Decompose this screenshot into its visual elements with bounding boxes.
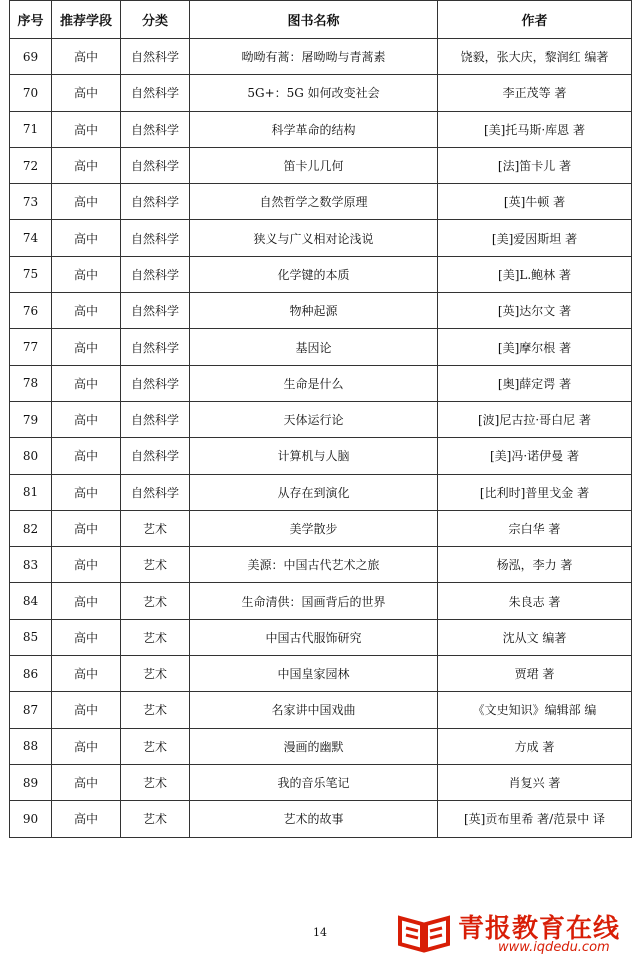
cell-title: 物种起源 [190, 293, 438, 329]
cell-category: 自然科学 [121, 365, 190, 401]
cell-stage: 高中 [52, 256, 121, 292]
watermark-name: 青报教育在线 [458, 914, 621, 944]
table-row [10, 111, 632, 147]
cell-stage: 高中 [52, 583, 121, 619]
cell-author: 方成 著 [438, 728, 632, 764]
cell-author: 饶毅，张大庆，黎润红 编著 [438, 39, 632, 75]
cell-title: 艺术的故事 [190, 801, 438, 837]
table-row [10, 75, 632, 111]
table-row [10, 401, 632, 437]
cell-index: 85 [10, 619, 52, 655]
cell-author: 宗白华 著 [438, 510, 632, 546]
table-row [10, 547, 632, 583]
cell-index: 90 [10, 801, 52, 837]
cell-stage: 高中 [52, 401, 121, 437]
cell-stage: 高中 [52, 111, 121, 147]
watermark-logo [396, 906, 636, 958]
watermark-url: www.iqdedu.com [498, 940, 610, 955]
cell-title: 名家讲中国戏曲 [190, 692, 438, 728]
cell-category: 自然科学 [121, 329, 190, 365]
table-row [10, 583, 632, 619]
cell-title: 中国皇家园林 [190, 656, 438, 692]
cell-title: 呦呦有蒿：屠呦呦与青蒿素 [190, 39, 438, 75]
cell-stage: 高中 [52, 147, 121, 183]
table-row [10, 801, 632, 837]
cell-author: [美]L.鲍林 著 [438, 256, 632, 292]
cell-category: 自然科学 [121, 293, 190, 329]
header-category: 分类 [121, 1, 190, 39]
cell-index: 82 [10, 510, 52, 546]
cell-stage: 高中 [52, 329, 121, 365]
cell-category: 艺术 [121, 656, 190, 692]
cell-category: 自然科学 [121, 184, 190, 220]
cell-category: 艺术 [121, 547, 190, 583]
cell-category: 艺术 [121, 619, 190, 655]
cell-stage: 高中 [52, 619, 121, 655]
cell-category: 自然科学 [121, 220, 190, 256]
table-row [10, 220, 632, 256]
header-stage: 推荐学段 [52, 1, 121, 39]
cell-title: 科学革命的结构 [190, 111, 438, 147]
cell-index: 89 [10, 764, 52, 800]
table-row [10, 365, 632, 401]
table-header-row [10, 1, 632, 39]
cell-index: 78 [10, 365, 52, 401]
cell-stage: 高中 [52, 728, 121, 764]
cell-author: [英]达尔文 著 [438, 293, 632, 329]
cell-title: 美学散步 [190, 510, 438, 546]
cell-category: 自然科学 [121, 438, 190, 474]
cell-category: 艺术 [121, 692, 190, 728]
header-title: 图书名称 [190, 1, 438, 39]
cell-stage: 高中 [52, 39, 121, 75]
page-number: 14 [313, 926, 327, 939]
cell-stage: 高中 [52, 510, 121, 546]
table-row [10, 510, 632, 546]
cell-author: [英]牛顿 著 [438, 184, 632, 220]
cell-author: 李正茂等 著 [438, 75, 632, 111]
cell-index: 88 [10, 728, 52, 764]
table-body [10, 39, 632, 838]
cell-author: [奥]薛定谔 著 [438, 365, 632, 401]
cell-title: 基因论 [190, 329, 438, 365]
cell-author: [美]爱因斯坦 著 [438, 220, 632, 256]
cell-category: 艺术 [121, 583, 190, 619]
cell-title: 笛卡儿几何 [190, 147, 438, 183]
cell-index: 86 [10, 656, 52, 692]
cell-category: 自然科学 [121, 111, 190, 147]
cell-author: 贾珺 著 [438, 656, 632, 692]
cell-author: 杨泓，李力 著 [438, 547, 632, 583]
cell-index: 76 [10, 293, 52, 329]
cell-title: 生命清供：国画背后的世界 [190, 583, 438, 619]
cell-index: 79 [10, 401, 52, 437]
header-index: 序号 [10, 1, 52, 39]
cell-title: 美源：中国古代艺术之旅 [190, 547, 438, 583]
cell-stage: 高中 [52, 692, 121, 728]
cell-stage: 高中 [52, 184, 121, 220]
cell-author: 《文史知识》编辑部 编 [438, 692, 632, 728]
cell-title: 计算机与人脑 [190, 438, 438, 474]
cell-category: 艺术 [121, 764, 190, 800]
cell-category: 自然科学 [121, 256, 190, 292]
cell-category: 艺术 [121, 510, 190, 546]
cell-stage: 高中 [52, 220, 121, 256]
cell-title: 我的音乐笔记 [190, 764, 438, 800]
cell-stage: 高中 [52, 656, 121, 692]
cell-index: 81 [10, 474, 52, 510]
cell-author: [美]摩尔根 著 [438, 329, 632, 365]
cell-author: [比利时]普里戈金 著 [438, 474, 632, 510]
cell-author: 朱良志 著 [438, 583, 632, 619]
cell-category: 自然科学 [121, 147, 190, 183]
cell-author: 肖复兴 著 [438, 764, 632, 800]
cell-stage: 高中 [52, 547, 121, 583]
cell-category: 艺术 [121, 801, 190, 837]
cell-author: [美]托马斯·库恩 著 [438, 111, 632, 147]
table-row [10, 764, 632, 800]
cell-author: [英]贡布里希 著/范景中 译 [438, 801, 632, 837]
cell-category: 艺术 [121, 728, 190, 764]
cell-title: 狭义与广义相对论浅说 [190, 220, 438, 256]
open-book-icon [396, 910, 452, 954]
cell-author: [法]笛卡儿 著 [438, 147, 632, 183]
cell-stage: 高中 [52, 764, 121, 800]
cell-index: 75 [10, 256, 52, 292]
cell-index: 73 [10, 184, 52, 220]
table-row [10, 256, 632, 292]
table-row [10, 293, 632, 329]
cell-author: 沈从文 编著 [438, 619, 632, 655]
cell-stage: 高中 [52, 75, 121, 111]
cell-index: 83 [10, 547, 52, 583]
cell-category: 自然科学 [121, 474, 190, 510]
table-row [10, 147, 632, 183]
cell-title: 5G+：5G 如何改变社会 [190, 75, 438, 111]
cell-index: 77 [10, 329, 52, 365]
cell-author: [美]冯·诺伊曼 著 [438, 438, 632, 474]
cell-category: 自然科学 [121, 401, 190, 437]
book-list-table [9, 0, 632, 838]
cell-index: 87 [10, 692, 52, 728]
cell-index: 80 [10, 438, 52, 474]
header-author: 作者 [438, 1, 632, 39]
cell-stage: 高中 [52, 438, 121, 474]
cell-title: 自然哲学之数学原理 [190, 184, 438, 220]
cell-index: 70 [10, 75, 52, 111]
table-row [10, 728, 632, 764]
cell-index: 71 [10, 111, 52, 147]
cell-stage: 高中 [52, 474, 121, 510]
table-row [10, 329, 632, 365]
cell-stage: 高中 [52, 365, 121, 401]
table-row [10, 474, 632, 510]
cell-title: 中国古代服饰研究 [190, 619, 438, 655]
cell-title: 化学键的本质 [190, 256, 438, 292]
cell-title: 漫画的幽默 [190, 728, 438, 764]
cell-title: 天体运行论 [190, 401, 438, 437]
cell-index: 69 [10, 39, 52, 75]
cell-category: 自然科学 [121, 39, 190, 75]
cell-title: 从存在到演化 [190, 474, 438, 510]
cell-title: 生命是什么 [190, 365, 438, 401]
cell-category: 自然科学 [121, 75, 190, 111]
cell-index: 72 [10, 147, 52, 183]
table-row [10, 438, 632, 474]
cell-stage: 高中 [52, 293, 121, 329]
table-row [10, 39, 632, 75]
table-row [10, 656, 632, 692]
cell-index: 74 [10, 220, 52, 256]
table-row [10, 692, 632, 728]
table-row [10, 619, 632, 655]
cell-index: 84 [10, 583, 52, 619]
table-row [10, 184, 632, 220]
cell-author: [波]尼古拉·哥白尼 著 [438, 401, 632, 437]
cell-stage: 高中 [52, 801, 121, 837]
